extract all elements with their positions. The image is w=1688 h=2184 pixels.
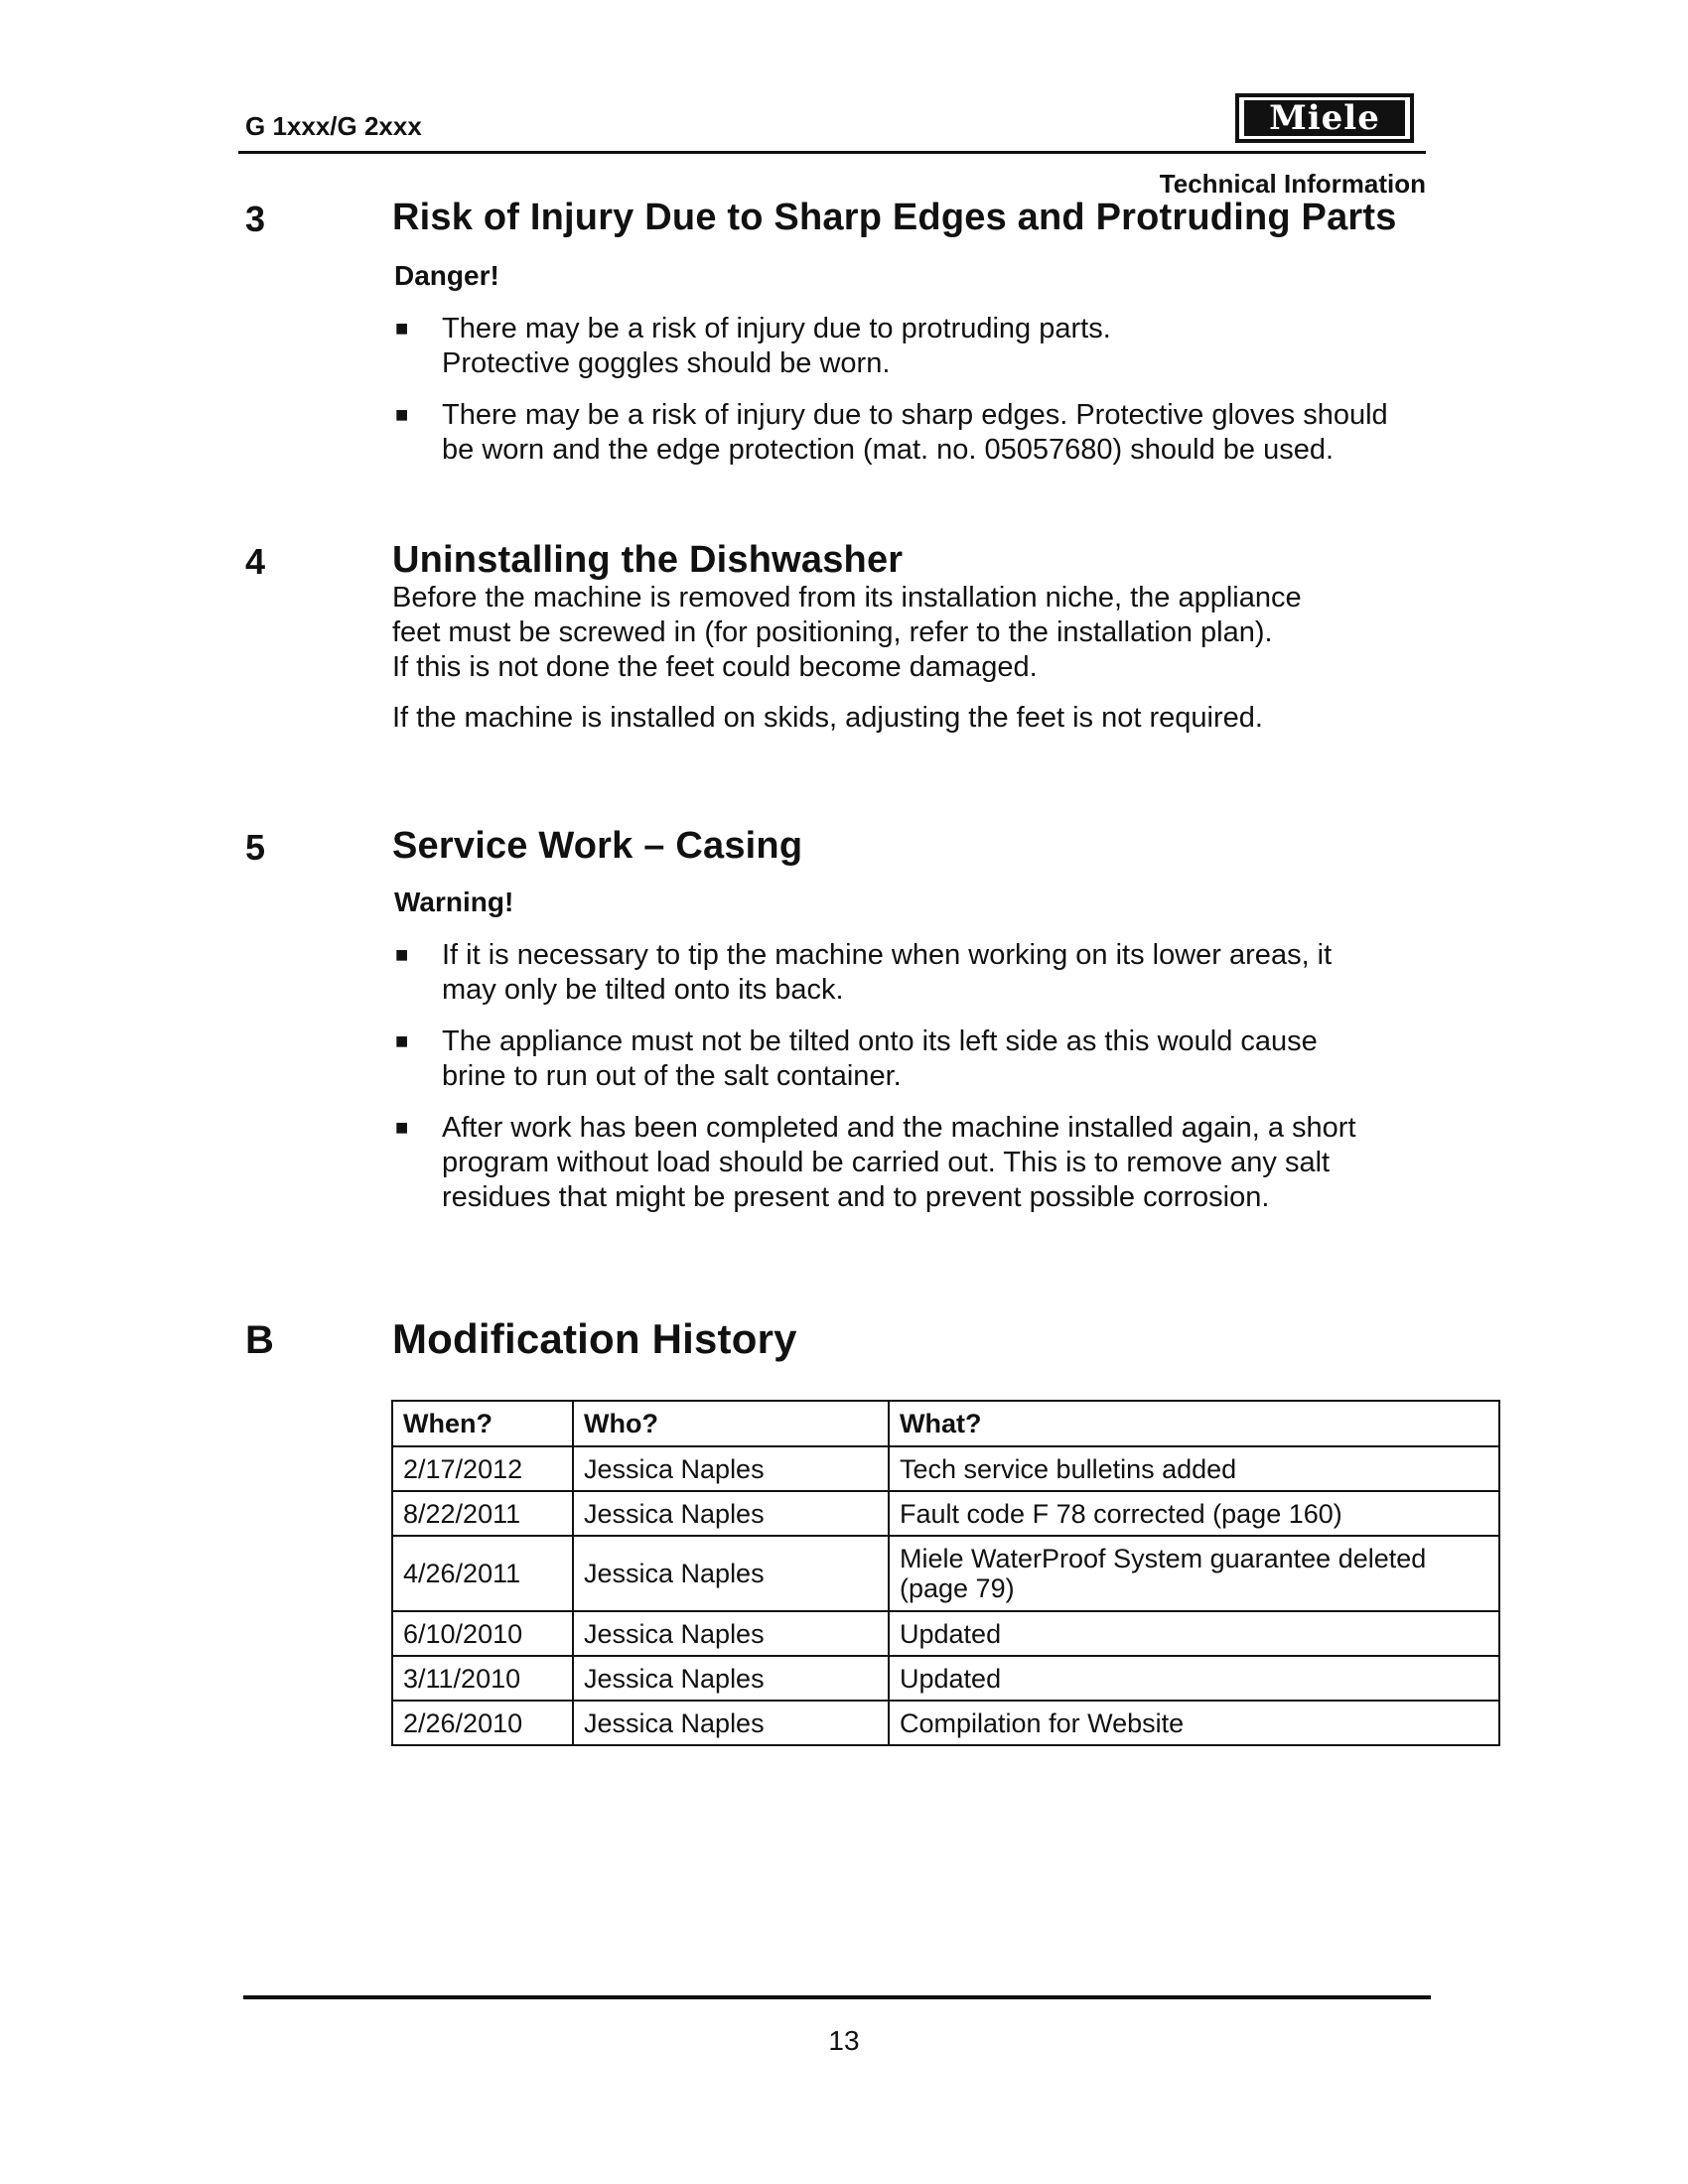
section-title: Modification History <box>392 1315 797 1362</box>
paragraph <box>392 701 1445 736</box>
bullet-icon: ■ <box>395 402 409 427</box>
cell-when: 6/10/2010 <box>392 1611 573 1656</box>
bullet-icon: ■ <box>395 1028 409 1053</box>
list-item-line: residues that might be present and to prevent possible corrosion. <box>442 1181 1270 1213</box>
cell-when: 2/26/2010 <box>392 1701 573 1745</box>
cell-who: Jessica Naples <box>573 1536 889 1611</box>
bullet-icon: ■ <box>395 1115 409 1140</box>
paragraph-line: If this is not done the feet could become damaged. <box>392 651 1038 683</box>
section-number: 3 <box>245 199 266 239</box>
cell-who: Jessica Naples <box>573 1611 889 1656</box>
list-item-line: be worn and the edge protection (mat. no. 05057680) should be used. <box>442 434 1335 466</box>
table-row <box>392 1446 1499 1491</box>
section-title: Risk of Injury Due to Sharp Edges and Protruding Parts <box>392 197 1397 238</box>
cell-what: Miele WaterProof System guarantee deleted (page 79) <box>889 1536 1499 1611</box>
bullet-icon: ■ <box>395 942 409 967</box>
list-item-line: The appliance must not be tilted onto its left side as this would cause <box>442 1025 1318 1057</box>
bullet-icon: ■ <box>395 316 409 341</box>
modification-history-table <box>391 1400 1500 1746</box>
list-item <box>442 312 1455 381</box>
table-row <box>392 1701 1499 1745</box>
section-label: Technical Information <box>1159 169 1426 199</box>
list-item-line: There may be a risk of injury due to protruding parts. <box>442 313 1111 344</box>
table-row <box>392 1656 1499 1701</box>
paragraph-line: feet must be screwed in (for positioning, refer to the installation plan). <box>392 616 1273 648</box>
table-row <box>392 1611 1499 1656</box>
cell-what: Updated <box>889 1656 1499 1701</box>
danger-note: Danger! <box>394 260 499 291</box>
warning-note: Warning! <box>394 887 514 917</box>
paragraph <box>392 581 1445 685</box>
table-row <box>392 1491 1499 1536</box>
section-number: 5 <box>245 827 266 868</box>
list-item-line: brine to run out of the salt container. <box>442 1060 902 1092</box>
column-header-when: When? <box>392 1401 573 1446</box>
list-item-line: Protective goggles should be worn. <box>442 347 891 379</box>
cell-when: 4/26/2011 <box>392 1536 573 1611</box>
list-item-line: may only be tilted onto its back. <box>442 974 844 1006</box>
list-item <box>442 1024 1455 1094</box>
cell-what: Updated <box>889 1611 1499 1656</box>
cell-what: Fault code F 78 corrected (page 160) <box>889 1491 1499 1536</box>
section-number: 4 <box>245 541 266 582</box>
cell-when: 2/17/2012 <box>392 1446 573 1491</box>
cell-who: Jessica Naples <box>573 1446 889 1491</box>
list-item-line: There may be a risk of injury due to sharp edges. Protective gloves should <box>442 399 1388 431</box>
list-item-line: After work has been completed and the machine installed again, a short <box>442 1112 1356 1144</box>
paragraph-line: Before the machine is removed from its installation niche, the appliance <box>392 582 1302 614</box>
cell-what: Compilation for Website <box>889 1701 1499 1745</box>
miele-logo <box>1235 93 1414 143</box>
list-item <box>442 398 1455 468</box>
cell-when: 3/11/2010 <box>392 1656 573 1701</box>
section-title: Uninstalling the Dishwasher <box>392 539 904 581</box>
cell-when: 8/22/2011 <box>392 1491 573 1536</box>
cell-who: Jessica Naples <box>573 1656 889 1701</box>
list-item <box>442 1111 1455 1215</box>
cell-who: Jessica Naples <box>573 1491 889 1536</box>
table-header-row <box>392 1401 1499 1446</box>
section-number: B <box>245 1318 274 1362</box>
table-row <box>392 1536 1499 1611</box>
column-header-what: What? <box>889 1401 1499 1446</box>
cell-who: Jessica Naples <box>573 1701 889 1745</box>
list-item <box>442 938 1455 1008</box>
document-model: G 1xxx/G 2xxx <box>245 111 422 141</box>
paragraph-line: If the machine is installed on skids, adjusting the feet is not required. <box>392 702 1263 734</box>
page-number: 13 <box>828 2025 860 2056</box>
logo-text: Miele <box>1244 100 1405 136</box>
header-rule <box>238 151 1426 154</box>
cell-what: Tech service bulletins added <box>889 1446 1499 1491</box>
column-header-who: Who? <box>573 1401 889 1446</box>
footer-rule <box>243 1995 1431 1999</box>
section-title: Service Work – Casing <box>392 825 803 867</box>
list-item-line: If it is necessary to tip the machine when working on its lower areas, it <box>442 939 1333 971</box>
list-item-line: program without load should be carried out. This is to remove any salt <box>442 1147 1331 1178</box>
